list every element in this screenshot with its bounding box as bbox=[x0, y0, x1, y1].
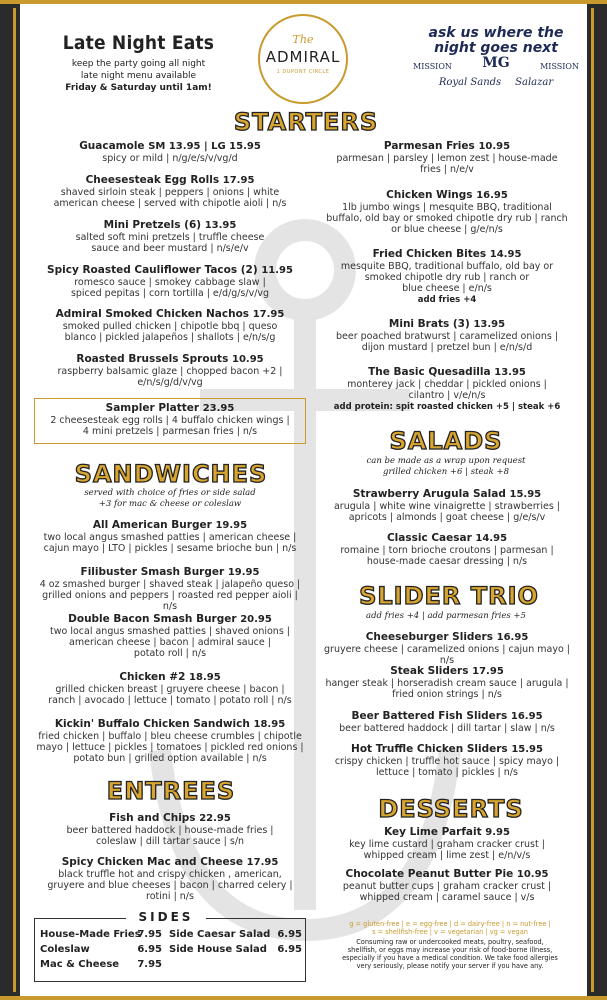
item-desc: ranch | avocado | lettuce | tomato | potato roll | n/s bbox=[48, 695, 292, 706]
side-price: 6.95 bbox=[137, 944, 162, 955]
item-steak-sliders bbox=[316, 665, 578, 700]
ask-line2: night goes next bbox=[434, 40, 558, 56]
item-desc: arugula | white wine vinaigrette | strawberries | bbox=[333, 501, 560, 512]
item-desc: peanut butter cups | graham cracker crust | bbox=[342, 881, 552, 892]
item-price: 16.95 bbox=[496, 632, 529, 643]
gold-border-left bbox=[13, 8, 16, 992]
item-parmesan-fries bbox=[316, 140, 578, 175]
menu-page bbox=[26, 0, 581, 1000]
item-name: Parmesan Fries bbox=[383, 140, 475, 152]
item-desc: spiced pepitas | corn tortilla | e/d/g/s/v/vg bbox=[70, 288, 270, 299]
item-desc: romaine | torn brioche croutons | parmesan | bbox=[340, 545, 554, 556]
item-price: 9.95 bbox=[485, 827, 510, 838]
late-night-line1: keep the party going all night bbox=[71, 59, 206, 69]
item-name: Strawberry Arugula Salad bbox=[352, 488, 506, 500]
item-desc: or blue cheese | g/e/n/s bbox=[391, 224, 503, 235]
item-guacamole bbox=[34, 140, 306, 164]
side-house-salad bbox=[169, 944, 302, 955]
item-truffle-chicken-sliders bbox=[316, 743, 578, 778]
item-desc: american cheese | bacon | admiral sauce | bbox=[69, 637, 271, 648]
item-desc: house-made caesar dressing | n/s bbox=[366, 556, 528, 567]
item-price: SM 13.95 | LG 15.95 bbox=[148, 141, 261, 152]
item-name: Kickin' Buffalo Chicken Sandwich bbox=[54, 718, 250, 730]
item-name: The Basic Quesadilla bbox=[368, 366, 491, 378]
item-chicken-wings bbox=[316, 189, 578, 235]
item-desc: cajun mayo | LTO | pickles | sesame brioche bun | n/s bbox=[43, 543, 297, 554]
item-name: Spicy Roasted Cauliflower Tacos (2) bbox=[47, 264, 258, 276]
allergen-legend bbox=[322, 920, 578, 970]
item-double-bacon-burger bbox=[34, 613, 306, 659]
item-desc: salted soft mini pretzels | truffle cheese bbox=[75, 232, 265, 243]
gold-border-right bbox=[591, 8, 594, 992]
item-price: 10.95 bbox=[231, 354, 264, 365]
item-desc: sauce and beer mustard | n/s/e/v bbox=[91, 243, 249, 254]
section-starters: STARTERS bbox=[233, 108, 379, 136]
item-price: 22.95 bbox=[199, 813, 231, 824]
item-desc: 1lb jumbo wings | mesquite BBQ, traditional bbox=[342, 202, 552, 213]
item-desc: mayo | lettuce | pickles | tomatoes | pickled red onions | bbox=[36, 742, 304, 753]
item-name: Spicy Chicken Mac and Cheese bbox=[61, 856, 243, 868]
item-desc: raspberry balsamic glaze | chopped bacon +2 | bbox=[57, 366, 283, 377]
item-name: Roasted Brussels Sprouts bbox=[76, 353, 229, 365]
item-desc: monterey jack | cheddar | pickled onions | bbox=[347, 379, 547, 390]
side-fries bbox=[40, 929, 162, 940]
item-desc: dijon mustard | pretzel bun | e/n/s/d bbox=[361, 342, 533, 353]
brand-row-2 bbox=[411, 77, 581, 88]
item-desc: beer battered haddock | house-made fries | bbox=[66, 825, 274, 836]
logo-the: The bbox=[292, 33, 314, 46]
brand-salazar: Salazar bbox=[515, 77, 554, 88]
item-strawberry-arugula-salad bbox=[316, 488, 578, 523]
group-block bbox=[411, 26, 581, 88]
late-night-line2: late night menu available bbox=[80, 71, 197, 81]
item-desc: apricots | almonds | goat cheese | g/e/s/v bbox=[348, 512, 546, 523]
item-name: Filibuster Smash Burger bbox=[80, 566, 225, 578]
item-desc: grilled onions and peppers | roasted red pepper aioli | n/s bbox=[42, 590, 298, 612]
item-desc: 2 cheesesteak egg rolls | 4 buffalo chicken wings | bbox=[50, 415, 290, 426]
item-desc: beer poached bratwurst | caramelized onions | bbox=[335, 331, 559, 342]
side-name: Side House Salad bbox=[169, 944, 267, 955]
item-chicken-nachos bbox=[34, 308, 306, 343]
item-name: Admiral Smoked Chicken Nachos bbox=[55, 308, 250, 320]
item-desc: buffalo, old bay or smoked chipotle dry rub | ranch bbox=[326, 213, 568, 224]
item-fish-and-chips bbox=[34, 812, 306, 847]
item-desc: gruyere cheese | caramelized onions | cajun mayo | n/s bbox=[324, 644, 570, 666]
item-desc: two local angus smashed patties | shaved onions | bbox=[50, 626, 290, 637]
legend-line1: g = gluten-free | e = egg-free | d = dairy-free | n = nut-free | bbox=[349, 920, 551, 928]
item-fish-sliders bbox=[316, 710, 578, 734]
item-mini-pretzels bbox=[34, 219, 306, 254]
item-quesadilla bbox=[316, 366, 578, 413]
item-cheesesteak-egg-rolls bbox=[34, 174, 306, 209]
item-desc: grilled chicken breast | gruyere cheese | bacon | bbox=[55, 684, 285, 695]
item-desc: two local angus smashed patties | american cheese | bbox=[43, 532, 297, 543]
side-name: House-Made Fries bbox=[40, 929, 141, 940]
section-entrees: ENTREES bbox=[106, 777, 236, 805]
frame-left bbox=[0, 0, 20, 1000]
item-name: Guacamole bbox=[79, 140, 145, 152]
sandwiches-note1: served with choice of fries or side salad bbox=[84, 488, 256, 498]
logo-sub: 1 DUPONT CIRCLE bbox=[276, 69, 330, 75]
sandwiches-note2: +3 for mac & cheese or coleslaw bbox=[98, 499, 242, 509]
item-desc: cilantro | v/e/n/s bbox=[408, 390, 486, 401]
item-extra: add fries +4 bbox=[417, 295, 477, 305]
side-price: 7.95 bbox=[137, 929, 162, 940]
item-name: Beer Battered Fish Sliders bbox=[351, 710, 508, 722]
sides-title: SIDES bbox=[126, 910, 206, 924]
item-desc: key lime custard | graham cracker crust | bbox=[349, 839, 545, 850]
item-cheeseburger-sliders bbox=[316, 631, 578, 666]
item-name: All American Burger bbox=[92, 519, 212, 531]
item-price: 17.95 bbox=[252, 309, 285, 320]
item-price: 18.95 bbox=[189, 672, 221, 683]
item-price: 23.95 bbox=[202, 403, 235, 414]
item-desc: romesco sauce | smokey cabbage slaw | bbox=[74, 277, 266, 288]
side-name: Side Caesar Salad bbox=[169, 929, 271, 940]
section-slider-trio: SLIDER TRIO bbox=[359, 582, 539, 610]
item-extra: add protein: spit roasted chicken +5 | steak +6 bbox=[333, 402, 561, 412]
item-price: 18.95 bbox=[253, 719, 286, 730]
item-desc: whipped cream | lime zest | e/n/v/s bbox=[363, 850, 531, 861]
item-desc: e/n/s/g/d/v/vg bbox=[137, 377, 203, 388]
item-desc: rotini | n/s bbox=[146, 891, 194, 902]
late-night-block bbox=[26, 32, 251, 94]
item-price: 10.95 bbox=[516, 869, 549, 880]
item-price: 13.95 bbox=[494, 367, 526, 378]
item-price: 13.95 bbox=[473, 319, 506, 330]
item-name: Steak Sliders bbox=[390, 665, 469, 677]
item-name: Cheesesteak Egg Rolls bbox=[85, 174, 220, 186]
legend-line2: s = shellfish-free | v = vegetarian | vg = vegan bbox=[372, 928, 528, 936]
item-sampler-platter bbox=[34, 402, 306, 437]
section-desserts: DESSERTS bbox=[378, 795, 524, 823]
item-brussels-sprouts bbox=[34, 353, 306, 388]
item-price: 17.95 bbox=[472, 666, 504, 677]
item-desc: fried chicken | buffalo | bleu cheese crumbles | chipotle bbox=[38, 731, 302, 742]
item-price: 14.95 bbox=[489, 249, 522, 260]
slider-note: add fries +4 | add parmesan fries +5 bbox=[366, 611, 526, 621]
item-key-lime-parfait bbox=[316, 826, 578, 861]
side-caesar-salad bbox=[169, 929, 302, 940]
item-desc: black truffle hot and crispy chicken , american, bbox=[58, 869, 282, 880]
item-desc: crispy chicken | truffle hot sauce | spicy mayo | bbox=[334, 756, 560, 767]
item-name: Sampler Platter bbox=[105, 402, 200, 414]
item-desc: coleslaw | dill tartar sauce | s/n bbox=[95, 836, 245, 847]
item-name: Mini Brats (3) bbox=[388, 318, 470, 330]
item-desc: smoked pulled chicken | chipotle bbq | queso bbox=[62, 321, 278, 332]
item-name: Mini Pretzels (6) bbox=[103, 219, 202, 231]
item-desc: shaved sirloin steak | peppers | onions | white bbox=[60, 187, 280, 198]
item-price: 15.95 bbox=[511, 744, 543, 755]
item-desc: spicy or mild | n/g/e/s/v/vg/d bbox=[102, 153, 238, 164]
side-mac-and-cheese bbox=[40, 959, 162, 970]
warning-line3: especially if you have a medical condition. We take food allergies bbox=[342, 954, 558, 962]
item-desc: smoked chipotle dry rub | ranch or bbox=[364, 272, 530, 283]
side-name: Mac & Cheese bbox=[40, 959, 120, 970]
salads-note2: grilled chicken +6 | steak +8 bbox=[383, 467, 509, 477]
item-desc: mesquite BBQ, traditional buffalo, old bay or bbox=[340, 261, 554, 272]
item-desc: 4 oz smashed burger | shaved steak | jalapeño queso | bbox=[39, 579, 301, 590]
item-price: 16.95 bbox=[510, 711, 543, 722]
item-desc: whipped cream | caramel sauce | v/s bbox=[359, 892, 535, 903]
item-desc: potato bun | grilled option available | n/s bbox=[73, 753, 267, 764]
item-price: 16.95 bbox=[476, 190, 508, 201]
item-desc: blue cheese | e/n/s bbox=[402, 283, 492, 294]
item-price: 10.95 bbox=[478, 141, 511, 152]
item-filibuster-burger bbox=[34, 566, 306, 612]
ask-line1: ask us where the bbox=[428, 25, 564, 41]
frame-right bbox=[587, 0, 607, 1000]
item-price: 13.95 bbox=[204, 220, 237, 231]
side-price: 6.95 bbox=[277, 944, 302, 955]
item-name: Chicken #2 bbox=[119, 671, 186, 683]
item-chicken-2 bbox=[34, 671, 306, 706]
item-cauliflower-tacos bbox=[34, 264, 306, 299]
item-desc: hanger steak | horseradish cream sauce | arugula | bbox=[325, 678, 569, 689]
item-peanut-butter-pie bbox=[316, 868, 578, 903]
warning-line1: Consuming raw or undercooked meats, poultry, seafood, bbox=[356, 938, 544, 946]
item-fried-chicken-bites bbox=[316, 248, 578, 306]
warning-line4: very seriously, please notify your server if you have any. bbox=[356, 962, 544, 970]
admiral-logo bbox=[258, 14, 348, 104]
item-name: Classic Caesar bbox=[386, 532, 472, 544]
item-name: Double Bacon Smash Burger bbox=[68, 613, 237, 625]
item-desc: gruyere and blue cheeses | bacon | charred celery | bbox=[47, 880, 293, 891]
late-night-title: Late Night Eats bbox=[62, 32, 215, 54]
item-name: Hot Truffle Chicken Sliders bbox=[351, 743, 508, 755]
item-name: Fried Chicken Bites bbox=[372, 248, 487, 260]
item-price: 19.95 bbox=[227, 567, 260, 578]
item-name: Chicken Wings bbox=[386, 189, 473, 201]
item-name: Key Lime Parfait bbox=[384, 826, 482, 838]
item-desc: fries | n/e/v bbox=[420, 164, 474, 175]
item-desc: lettuce | tomato | pickles | n/s bbox=[376, 767, 518, 778]
item-all-american-burger bbox=[34, 519, 306, 554]
item-desc: potato roll | n/s bbox=[133, 648, 207, 659]
logo-name: ADMIRAL bbox=[265, 48, 341, 66]
brand-royal-sands: Royal Sands bbox=[438, 77, 502, 88]
item-price: 17.95 bbox=[222, 175, 255, 186]
side-name: Coleslaw bbox=[40, 944, 90, 955]
item-name: Cheeseburger Sliders bbox=[365, 631, 493, 643]
item-name: Chocolate Peanut Butter Pie bbox=[345, 868, 514, 880]
item-spicy-mac-and-cheese bbox=[34, 856, 306, 902]
item-price: 17.95 bbox=[246, 857, 279, 868]
side-price: 7.95 bbox=[137, 959, 162, 970]
salads-note1: can be made as a wrap upon request bbox=[366, 456, 526, 466]
late-night-hours: Friday & Saturday until 1am! bbox=[65, 83, 212, 93]
item-desc: beer battered haddock | dill tartar | slaw | n/s bbox=[339, 723, 555, 734]
item-desc: 4 mini pretzels | parmesan fries | n/s bbox=[82, 426, 258, 437]
item-classic-caesar bbox=[316, 532, 578, 567]
item-desc: blanco | pickled jalapeños | shallots | e/n/s/g bbox=[64, 332, 276, 343]
item-price: 11.95 bbox=[261, 265, 293, 276]
warning-line2: shellfish, or eggs may increase your risk of food-borne illness, bbox=[347, 946, 553, 954]
side-coleslaw bbox=[40, 944, 162, 955]
item-price: 20.95 bbox=[240, 614, 272, 625]
item-name: Fish and Chips bbox=[109, 812, 196, 824]
item-price: 15.95 bbox=[509, 489, 542, 500]
item-price: 19.95 bbox=[215, 520, 248, 531]
item-desc: parmesan | parsley | lemon zest | house-made bbox=[336, 153, 558, 164]
brand-row bbox=[411, 55, 581, 71]
side-price: 6.95 bbox=[277, 929, 302, 940]
brand-mission-1: MISSION bbox=[413, 62, 452, 71]
brand-mg: MG bbox=[482, 55, 510, 71]
section-salads: SALADS bbox=[389, 427, 503, 455]
item-desc: american cheese | served with chipotle aioli | n/s bbox=[53, 198, 287, 209]
item-buffalo-chicken-sandwich bbox=[34, 718, 306, 764]
item-desc: fried onion strings | n/s bbox=[392, 689, 502, 700]
item-mini-brats bbox=[316, 318, 578, 353]
brand-mission-2: MISSION bbox=[540, 62, 579, 71]
section-sandwiches: SANDWICHES bbox=[74, 460, 268, 488]
item-price: 14.95 bbox=[475, 533, 508, 544]
